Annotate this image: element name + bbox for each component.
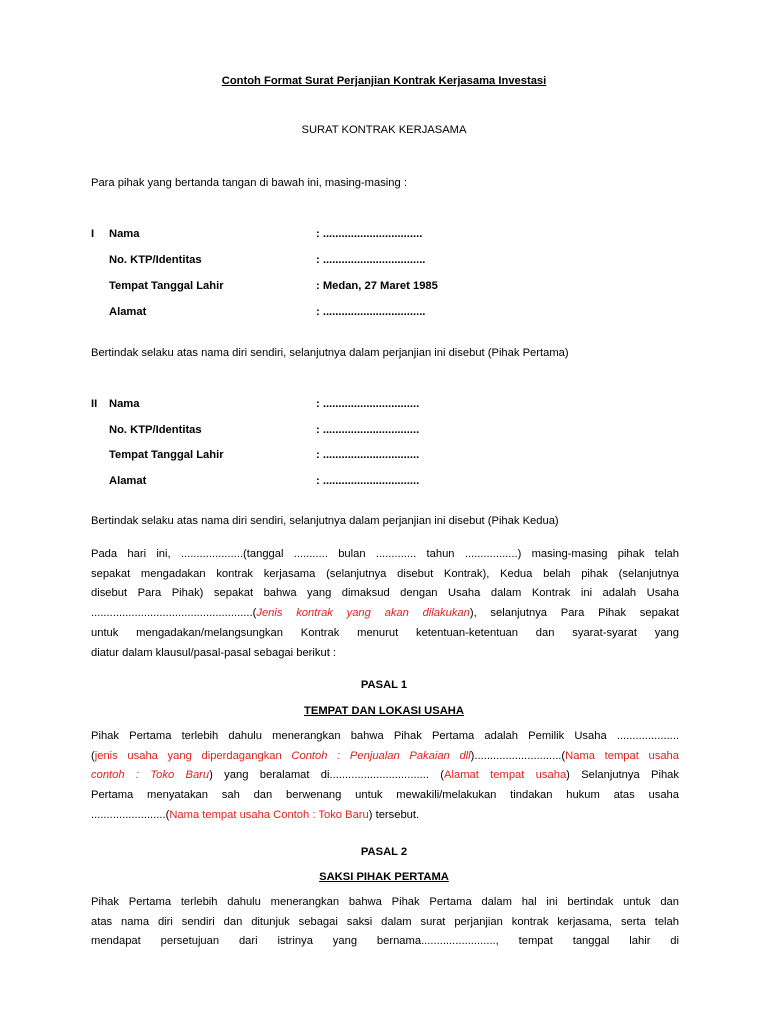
party-two-numeral: II bbox=[91, 398, 98, 410]
field-label: Nama bbox=[109, 398, 140, 410]
party-one-numeral: I bbox=[91, 228, 95, 240]
pasal-1-heading: TEMPAT DAN LOKASI USAHA bbox=[304, 705, 464, 717]
document-title: Contoh Format Surat Perjanjian Kontrak Kerjasama Investasi bbox=[221, 75, 547, 87]
field-label: Tempat Tanggal Lahir bbox=[109, 280, 224, 292]
intro-text: Para pihak yang bertanda tangan di bawah ini, masing-masing : bbox=[91, 177, 407, 189]
field-label: No. KTP/Identitas bbox=[109, 424, 202, 436]
pasal-2-heading: SAKSI PIHAK PERTAMA bbox=[319, 871, 449, 883]
field-label: Alamat bbox=[109, 475, 147, 487]
placeholder-business-name: Nama tempat usaha bbox=[565, 749, 679, 762]
paragraph-line: diatur dalam klausul/pasal-pasal sebagai berikut : bbox=[91, 646, 337, 659]
field-value: : ................................ bbox=[316, 228, 423, 240]
placeholder-business-example: Contoh : Penjualan Pakaian dll bbox=[291, 749, 471, 762]
paragraph-line: disebut Para Pihak) sepakat bahwa yang dimaksud dengan Usaha dalam Kontrak ini adalah Usaha bbox=[91, 587, 679, 600]
paragraph-line: (jenis usaha yang diperdagangkan Contoh : Penjualan Pakaian dll)............................(Nama tempat usaha bbox=[91, 749, 679, 762]
paragraph-line: untuk mengadakan/melangsungkan Kontrak menurut ketentuan-ketentuan dan syarat-syarat yang bbox=[91, 626, 679, 639]
field-value: : ................................. bbox=[316, 254, 426, 266]
contract-heading: SURAT KONTRAK KERJASAMA bbox=[301, 124, 467, 136]
placeholder-business-address: Alamat tempat usaha bbox=[444, 769, 567, 782]
field-value: : ............................... bbox=[316, 424, 420, 436]
placeholder-business-name-example: contoh : Toko Baru bbox=[91, 769, 210, 782]
paragraph-line: sepakat mengadakan kontrak kerjasama (selanjutnya disebut Kontrak), Kedua belah pihak (selanjutnya bbox=[91, 567, 679, 580]
paragraph-line: Pihak Pertama terlebih dahulu menerangkan bahwa Pihak Pertama dalam hal ini bertindak untuk dan bbox=[91, 896, 679, 908]
party-one-statement: Bertindak selaku atas nama diri sendiri, selanjutnya dalam perjanjian ini disebut (Pihak Pertama) bbox=[91, 347, 569, 359]
paragraph-line: Pertama menyatakan sah dan berwenang untuk mewakili/melakukan tindakan hukum atas usaha bbox=[91, 789, 679, 802]
placeholder-business-type: jenis usaha yang diperdagangkan bbox=[94, 749, 292, 762]
paragraph-line: mendapat persetujuan dari istrinya yang bernama........................, tempat tanggal lahir di bbox=[91, 935, 679, 948]
pasal-1-number: PASAL 1 bbox=[360, 679, 408, 691]
paragraph-line: ........................(Nama tempat usaha Contoh : Toko Baru) tersebut. bbox=[91, 808, 420, 821]
field-value: : ............................... bbox=[316, 475, 420, 487]
paragraph-line: ....................................................(Jenis kontrak yang akan dilakukan), selanjutnya Para Pihak sepakat bbox=[91, 607, 679, 620]
field-value: : Medan, 27 Maret 1985 bbox=[316, 280, 438, 292]
placeholder-business-name-full: Nama tempat usaha Contoh : Toko Baru bbox=[169, 808, 369, 821]
pasal-1-paragraph bbox=[91, 727, 679, 826]
field-value: : ............................... bbox=[316, 398, 420, 410]
field-value: : ............................... bbox=[316, 449, 420, 461]
placeholder-contract-type: Jenis kontrak yang akan dilakukan bbox=[256, 607, 470, 620]
pasal-2-number: PASAL 2 bbox=[360, 846, 408, 858]
field-label: Nama bbox=[109, 228, 140, 240]
field-label: Tempat Tanggal Lahir bbox=[109, 449, 224, 461]
paragraph-line: atas nama diri sendiri dan ditunjuk sebagai saksi dalam surat perjanjian kontrak kerjasama, serta telah bbox=[91, 915, 679, 928]
opening-paragraph bbox=[91, 545, 679, 663]
party-two-statement: Bertindak selaku atas nama diri sendiri, selanjutnya dalam perjanjian ini disebut (Pihak Kedua) bbox=[91, 515, 559, 527]
field-value: : ................................. bbox=[316, 306, 426, 318]
field-label: No. KTP/Identitas bbox=[109, 254, 202, 266]
paragraph-line: Pada hari ini, ....................(tanggal ........... bulan ............. tahun .................) masing-masing pihak telah bbox=[91, 548, 679, 560]
pasal-2-paragraph bbox=[91, 893, 679, 952]
field-label: Alamat bbox=[109, 306, 147, 318]
paragraph-line: contoh : Toko Baru) yang beralamat di................................ (Alamat tempat usaha) Selanjutnya Pihak bbox=[91, 769, 679, 782]
paragraph-line: Pihak Pertama terlebih dahulu menerangkan bahwa Pihak Pertama adalah Pemilik Usaha .................... bbox=[91, 730, 679, 742]
